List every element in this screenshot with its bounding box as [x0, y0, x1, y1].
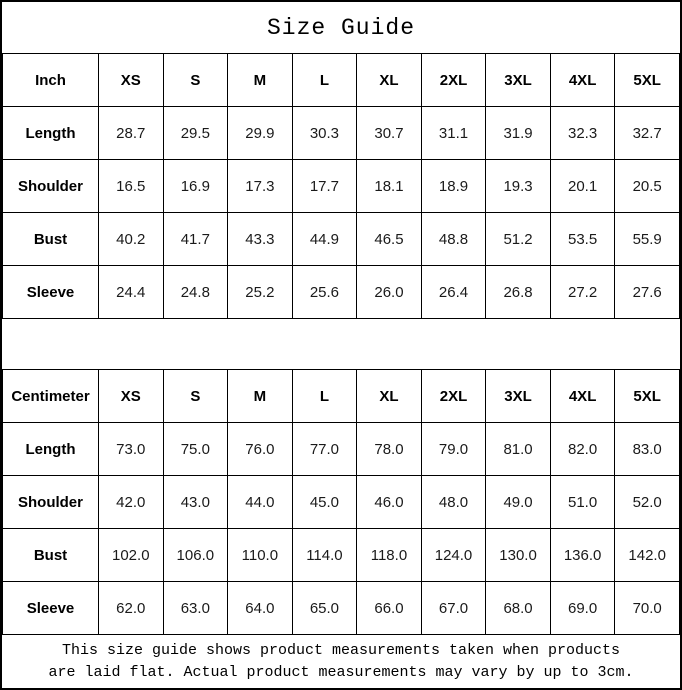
- unit-label-cell: Inch: [3, 54, 99, 107]
- measure-value-cell: 70.0: [615, 582, 680, 635]
- measure-value-cell: 66.0: [357, 582, 422, 635]
- measure-value-cell: 81.0: [486, 423, 551, 476]
- size-header-cell: 4XL: [550, 370, 615, 423]
- measure-value-cell: 62.0: [99, 582, 164, 635]
- size-header-cell: 5XL: [615, 370, 680, 423]
- table-spacer: [2, 319, 680, 369]
- measurement-row: [3, 582, 680, 635]
- measure-label-cell: Length: [3, 107, 99, 160]
- measure-value-cell: 27.2: [550, 266, 615, 319]
- measurement-row: [3, 423, 680, 476]
- measure-value-cell: 30.7: [357, 107, 422, 160]
- measure-value-cell: 130.0: [486, 529, 551, 582]
- measure-value-cell: 18.9: [421, 160, 486, 213]
- measure-label-cell: Length: [3, 423, 99, 476]
- measure-value-cell: 46.5: [357, 213, 422, 266]
- measure-value-cell: 73.0: [99, 423, 164, 476]
- measure-value-cell: 142.0: [615, 529, 680, 582]
- measure-label-cell: Bust: [3, 213, 99, 266]
- measure-value-cell: 44.9: [292, 213, 357, 266]
- measure-value-cell: 24.4: [99, 266, 164, 319]
- measure-value-cell: 64.0: [228, 582, 293, 635]
- measure-value-cell: 31.9: [486, 107, 551, 160]
- measure-value-cell: 110.0: [228, 529, 293, 582]
- measurement-row: [3, 160, 680, 213]
- measure-value-cell: 31.1: [421, 107, 486, 160]
- measure-value-cell: 20.5: [615, 160, 680, 213]
- measure-value-cell: 118.0: [357, 529, 422, 582]
- measure-value-cell: 28.7: [99, 107, 164, 160]
- footer-line-1: This size guide shows product measurements taken when products: [61, 641, 621, 659]
- measure-value-cell: 55.9: [615, 213, 680, 266]
- measure-value-cell: 20.1: [550, 160, 615, 213]
- measure-value-cell: 67.0: [421, 582, 486, 635]
- size-header-cell: M: [228, 54, 293, 107]
- measure-value-cell: 32.3: [550, 107, 615, 160]
- measure-value-cell: 40.2: [99, 213, 164, 266]
- measure-value-cell: 69.0: [550, 582, 615, 635]
- measure-value-cell: 29.5: [163, 107, 228, 160]
- measure-value-cell: 30.3: [292, 107, 357, 160]
- size-header-cell: 4XL: [550, 54, 615, 107]
- size-header-cell: XS: [99, 370, 164, 423]
- measure-value-cell: 136.0: [550, 529, 615, 582]
- size-header-cell: 2XL: [421, 54, 486, 107]
- footer-note: [2, 635, 680, 688]
- measure-value-cell: 102.0: [99, 529, 164, 582]
- measure-value-cell: 17.7: [292, 160, 357, 213]
- measurement-row: [3, 213, 680, 266]
- size-header-cell: L: [292, 370, 357, 423]
- measure-value-cell: 41.7: [163, 213, 228, 266]
- measure-value-cell: 16.5: [99, 160, 164, 213]
- size-header-row: [3, 370, 680, 423]
- measure-value-cell: 68.0: [486, 582, 551, 635]
- size-header-cell: M: [228, 370, 293, 423]
- measure-value-cell: 51.0: [550, 476, 615, 529]
- footer-line-2: are laid flat. Actual product measurements may vary by up to 3cm.: [48, 663, 634, 681]
- measure-value-cell: 83.0: [615, 423, 680, 476]
- measure-value-cell: 48.8: [421, 213, 486, 266]
- measure-value-cell: 25.2: [228, 266, 293, 319]
- size-header-cell: XS: [99, 54, 164, 107]
- measure-value-cell: 63.0: [163, 582, 228, 635]
- size-header-cell: XL: [357, 54, 422, 107]
- measure-value-cell: 19.3: [486, 160, 551, 213]
- size-header-cell: 2XL: [421, 370, 486, 423]
- measure-label-cell: Bust: [3, 529, 99, 582]
- measure-value-cell: 124.0: [421, 529, 486, 582]
- measurement-row: [3, 266, 680, 319]
- centimeter-size-table: [2, 369, 680, 635]
- measure-value-cell: 26.4: [421, 266, 486, 319]
- size-header-cell: 3XL: [486, 370, 551, 423]
- measure-value-cell: 46.0: [357, 476, 422, 529]
- measure-value-cell: 79.0: [421, 423, 486, 476]
- measurement-row: [3, 529, 680, 582]
- size-header-cell: 3XL: [486, 54, 551, 107]
- measure-value-cell: 114.0: [292, 529, 357, 582]
- measure-value-cell: 78.0: [357, 423, 422, 476]
- measure-value-cell: 51.2: [486, 213, 551, 266]
- measure-value-cell: 18.1: [357, 160, 422, 213]
- size-header-cell: XL: [357, 370, 422, 423]
- measure-value-cell: 48.0: [421, 476, 486, 529]
- measure-value-cell: 106.0: [163, 529, 228, 582]
- measure-value-cell: 26.8: [486, 266, 551, 319]
- measure-value-cell: 76.0: [228, 423, 293, 476]
- measurement-row: [3, 476, 680, 529]
- page-title: Size Guide: [266, 14, 416, 41]
- inch-size-table: [2, 53, 680, 319]
- measure-value-cell: 44.0: [228, 476, 293, 529]
- measure-label-cell: Shoulder: [3, 476, 99, 529]
- measure-value-cell: 52.0: [615, 476, 680, 529]
- measure-value-cell: 24.8: [163, 266, 228, 319]
- size-header-cell: S: [163, 370, 228, 423]
- size-header-cell: 5XL: [615, 54, 680, 107]
- size-header-cell: S: [163, 54, 228, 107]
- measure-value-cell: 32.7: [615, 107, 680, 160]
- measure-value-cell: 65.0: [292, 582, 357, 635]
- measure-value-cell: 27.6: [615, 266, 680, 319]
- measure-label-cell: Sleeve: [3, 582, 99, 635]
- size-header-row: [3, 54, 680, 107]
- measure-label-cell: Sleeve: [3, 266, 99, 319]
- measure-label-cell: Shoulder: [3, 160, 99, 213]
- measure-value-cell: 26.0: [357, 266, 422, 319]
- measure-value-cell: 82.0: [550, 423, 615, 476]
- measurement-row: [3, 107, 680, 160]
- measure-value-cell: 53.5: [550, 213, 615, 266]
- measure-value-cell: 45.0: [292, 476, 357, 529]
- measure-value-cell: 17.3: [228, 160, 293, 213]
- measure-value-cell: 42.0: [99, 476, 164, 529]
- measure-value-cell: 43.3: [228, 213, 293, 266]
- measure-value-cell: 49.0: [486, 476, 551, 529]
- unit-label-cell: Centimeter: [3, 370, 99, 423]
- measure-value-cell: 29.9: [228, 107, 293, 160]
- size-header-cell: L: [292, 54, 357, 107]
- measure-value-cell: 25.6: [292, 266, 357, 319]
- measure-value-cell: 77.0: [292, 423, 357, 476]
- measure-value-cell: 75.0: [163, 423, 228, 476]
- measure-value-cell: 43.0: [163, 476, 228, 529]
- measure-value-cell: 16.9: [163, 160, 228, 213]
